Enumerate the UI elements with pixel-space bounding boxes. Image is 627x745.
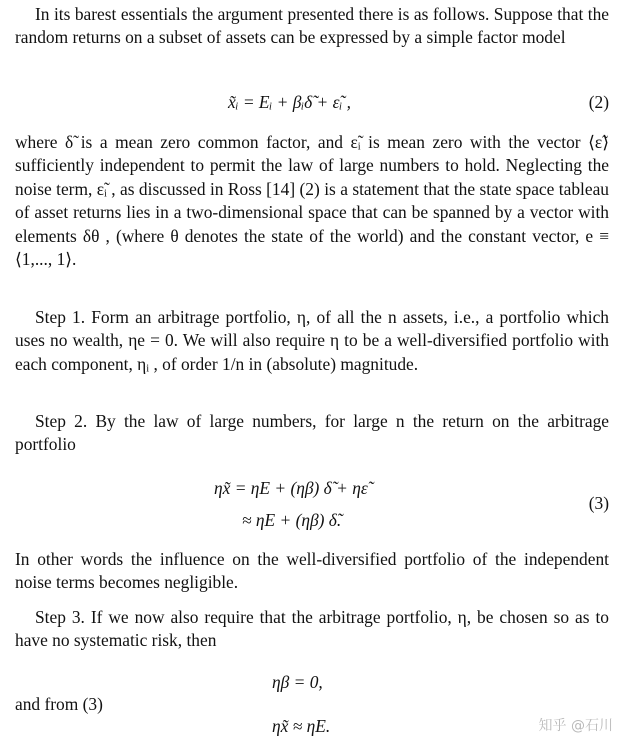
equation-3-line-2: ≈ ηE + (ηβ) δ̃. — [242, 510, 342, 530]
step-1: Step 1. Form an arbitrage portfolio, η, of all the n assets, i.e., a portfolio which uses no wealth, ηe = 0. We will also require η to be a well-diversified portfolio with each component, ηᵢ , of order 1/n in (absolute) magnitude. — [15, 307, 609, 374]
equation-3-line-1: ηx̃ = ηE + (ηβ) δ̃ + ηε̃ — [214, 478, 368, 498]
equation-3-number: (3) — [588, 493, 609, 513]
equation-2-number: (2) — [588, 92, 609, 112]
equation-2: x̃ᵢ = Eᵢ + βᵢδ̃ + ε̃ᵢ , — [228, 92, 351, 112]
paragraph-intro: In its barest essentials the argument presented there is as follows. Suppose that the random returns on a subset of assets can be expressed by a simple factor model — [15, 4, 609, 48]
paragraph-noise-negligible: In other words the influence on the well-diversified portfolio of the independent noise terms becomes negligible. — [15, 549, 609, 593]
equation-return-approx: ηx̃ ≈ ηE. — [272, 716, 331, 736]
step-2: Step 2. By the law of large numbers, for large n the return on the arbitrage portfolio — [15, 411, 609, 455]
paragraph-factor-description: where δ̃ is a mean zero common factor, and ε̃ᵢ is mean zero with the vector ⟨ε̃⟩ sufficiently independent to permit the law of large numbers to hold. Neglecting the noise term, ε̃ᵢ , as discussed in Ross [14] (2) is a statement that the state space tableau of asset returns lies in a two-dimensional space that can be spanned by a vector with elements δθ , (where θ denotes the state of the world) and the constant vector, e ≡ ⟨1,..., 1⟩. — [15, 132, 609, 270]
step-3: Step 3. If we now also require that the arbitrage portfolio, η, be chosen so as to have no systematic risk, then — [15, 607, 609, 651]
text-and-from-3: and from (3) — [15, 694, 103, 714]
equation-eta-beta-zero: ηβ = 0, — [272, 672, 323, 692]
zhihu-watermark: 知乎 @石川 — [538, 718, 613, 734]
